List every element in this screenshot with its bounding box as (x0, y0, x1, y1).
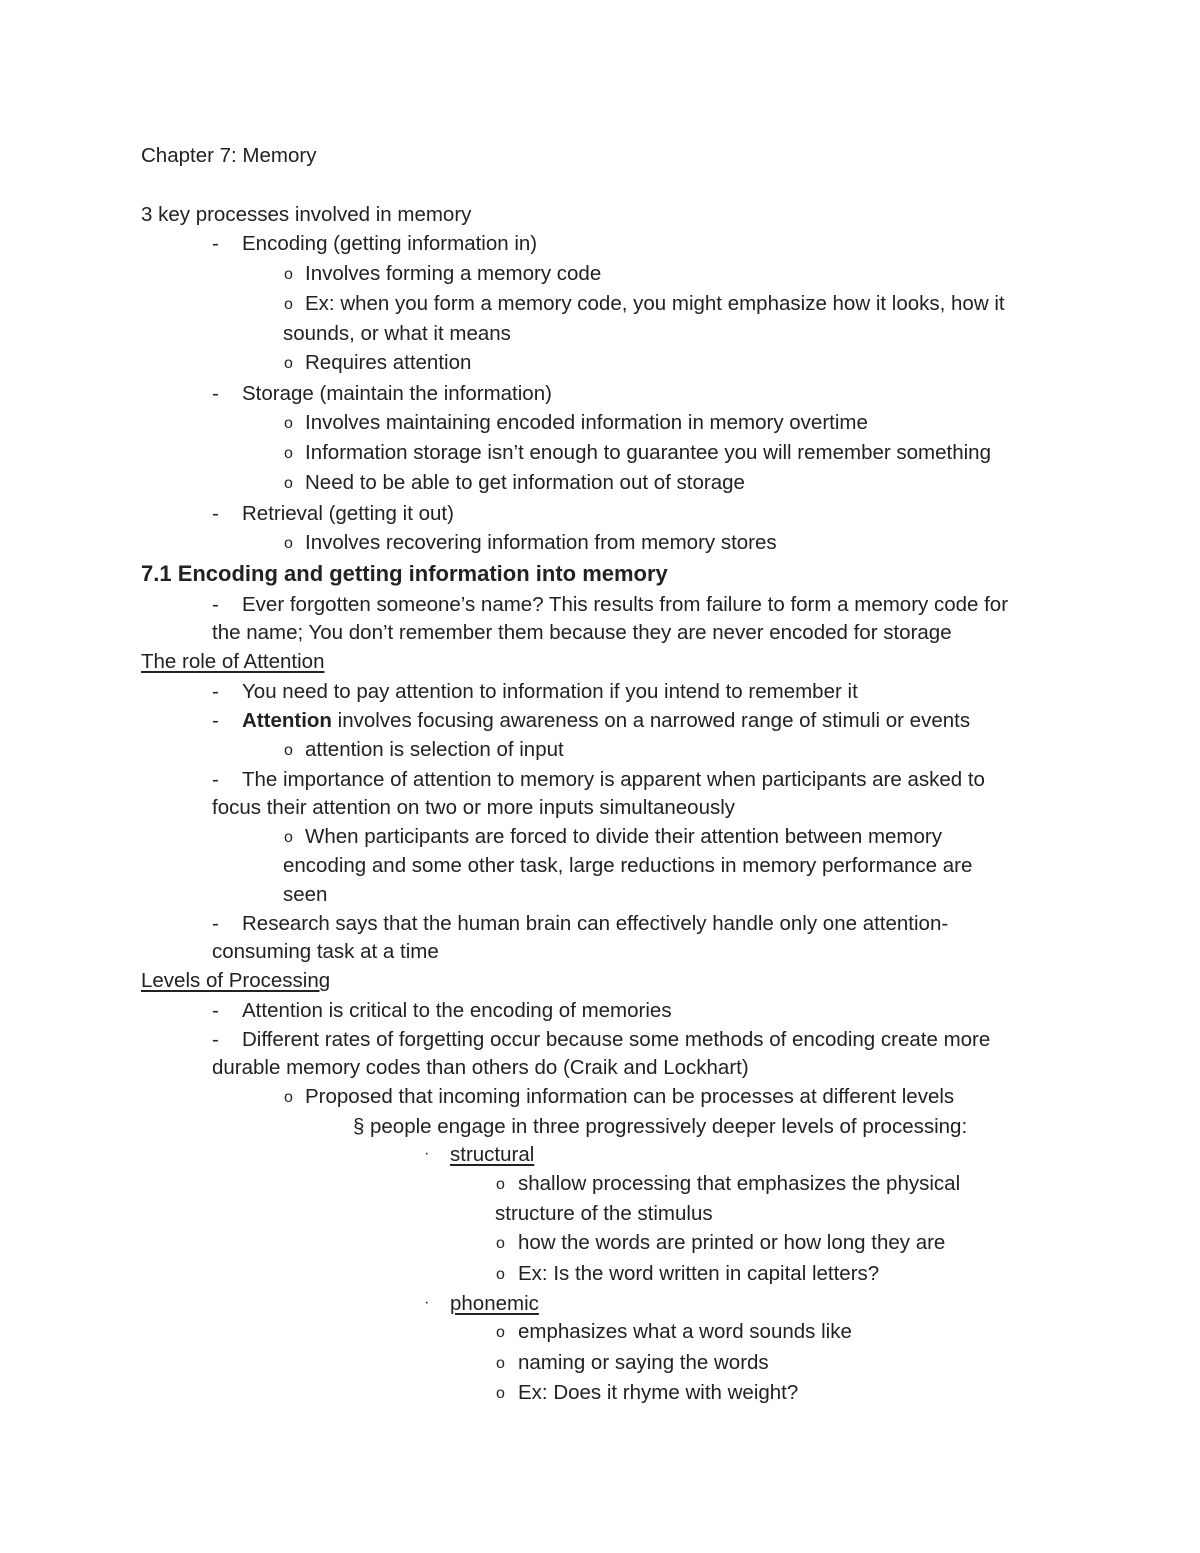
structural-label: structural (450, 1143, 535, 1166)
attention-b1: You need to pay attention to information if you intend to remember it (242, 680, 858, 703)
circle-bullet: o (284, 475, 293, 492)
levels-b1: Attention is critical to the encoding of memories (242, 999, 672, 1022)
section-heading: 7.1 Encoding and getting information into memory (141, 561, 668, 586)
section-bullet: § (353, 1115, 365, 1138)
attention-b3a: The importance of attention to memory is apparent when participants are asked to (242, 768, 985, 791)
phonemic-label: phonemic (450, 1292, 539, 1315)
storage-sub2: Information storage isn’t enough to guarantee you will remember something (305, 441, 991, 464)
attention-b3-sub-b: encoding and some other task, large reductions in memory performance are (283, 854, 973, 877)
attention-b3-sub-a: When participants are forced to divide their attention between memory (305, 825, 942, 848)
circle-bullet: o (496, 1385, 505, 1402)
attention-b3b: focus their attention on two or more inputs simultaneously (212, 796, 736, 819)
circle-bullet: o (496, 1324, 505, 1341)
attention-b4b: consuming task at a time (212, 940, 439, 963)
phonemic-i1: emphasizes what a word sounds like (518, 1320, 852, 1343)
circle-bullet: o (496, 1235, 505, 1252)
structural-i2: how the words are printed or how long they are (518, 1231, 946, 1254)
levels-heading: Levels of Processing (141, 969, 331, 992)
section71-p1b: the name; You don’t remember them because they are never encoded for storage (212, 621, 952, 644)
circle-bullet: o (284, 445, 293, 462)
dash-bullet: - (212, 768, 219, 791)
doc-title: Chapter 7: Memory (141, 144, 317, 167)
encoding-sub3: Requires attention (305, 351, 472, 374)
circle-bullet: o (496, 1355, 505, 1372)
dash-bullet: - (212, 382, 219, 405)
dash-bullet: - (212, 593, 219, 616)
levels-sub1: Proposed that incoming information can be processes at different levels (305, 1085, 955, 1108)
encoding-label: Encoding (getting information in) (242, 232, 538, 255)
circle-bullet: o (284, 355, 293, 372)
circle-bullet: o (284, 1089, 293, 1106)
dash-bullet: - (212, 999, 219, 1022)
section71-p1a: Ever forgotten someone’s name? This results from failure to form a memory code for (242, 593, 1009, 616)
levels-sub1-section: people engage in three progressively deeper levels of processing: (370, 1115, 968, 1138)
levels-b2b: durable memory codes than others do (Craik and Lockhart) (212, 1056, 749, 1079)
dash-bullet: - (212, 709, 219, 732)
attention-term: Attention (242, 709, 332, 732)
structural-i1a: shallow processing that emphasizes the physical (518, 1172, 961, 1195)
encoding-sub1: Involves forming a memory code (305, 262, 602, 285)
circle-bullet: o (496, 1176, 505, 1193)
attention-b4a: Research says that the human brain can effectively handle only one attention- (242, 912, 949, 935)
structural-i3: Ex: Is the word written in capital letters? (518, 1262, 880, 1285)
storage-sub3: Need to be able to get information out of storage (305, 471, 745, 494)
dot-bullet: · (424, 1294, 430, 1311)
circle-bullet: o (284, 535, 293, 552)
encoding-sub2b: sounds, or what it means (283, 322, 511, 345)
dash-bullet: - (212, 502, 219, 525)
dash-bullet: - (212, 232, 219, 255)
attention-b2-sub: attention is selection of input (305, 738, 564, 761)
storage-label: Storage (maintain the information) (242, 382, 552, 405)
levels-b2a: Different rates of forgetting occur because some methods of encoding create more (242, 1028, 991, 1051)
attention-heading: The role of Attention (141, 650, 325, 673)
attention-b3-sub-c: seen (283, 883, 328, 906)
phonemic-i3: Ex: Does it rhyme with weight? (518, 1381, 799, 1404)
retrieval-sub1: Involves recovering information from memory stores (305, 531, 777, 554)
circle-bullet: o (284, 829, 293, 846)
dash-bullet: - (212, 680, 219, 703)
circle-bullet: o (284, 266, 293, 283)
structural-i1b: structure of the stimulus (495, 1202, 713, 1225)
dash-bullet: - (212, 912, 219, 935)
phonemic-i2: naming or saying the words (518, 1351, 769, 1374)
circle-bullet: o (284, 742, 293, 759)
dot-bullet: · (424, 1145, 430, 1162)
storage-sub1: Involves maintaining encoded information in memory overtime (305, 411, 868, 434)
dash-bullet: - (212, 1028, 219, 1051)
attention-b2 (242, 709, 970, 733)
circle-bullet: o (284, 415, 293, 432)
circle-bullet: o (496, 1266, 505, 1283)
retrieval-label: Retrieval (getting it out) (242, 502, 454, 525)
circle-bullet: o (284, 296, 293, 313)
encoding-sub2a: Ex: when you form a memory code, you might emphasize how it looks, how it (305, 292, 1005, 315)
attention-definition: involves focusing awareness on a narrowed range of stimuli or events (331, 709, 971, 732)
intro-line: 3 key processes involved in memory (141, 203, 472, 226)
